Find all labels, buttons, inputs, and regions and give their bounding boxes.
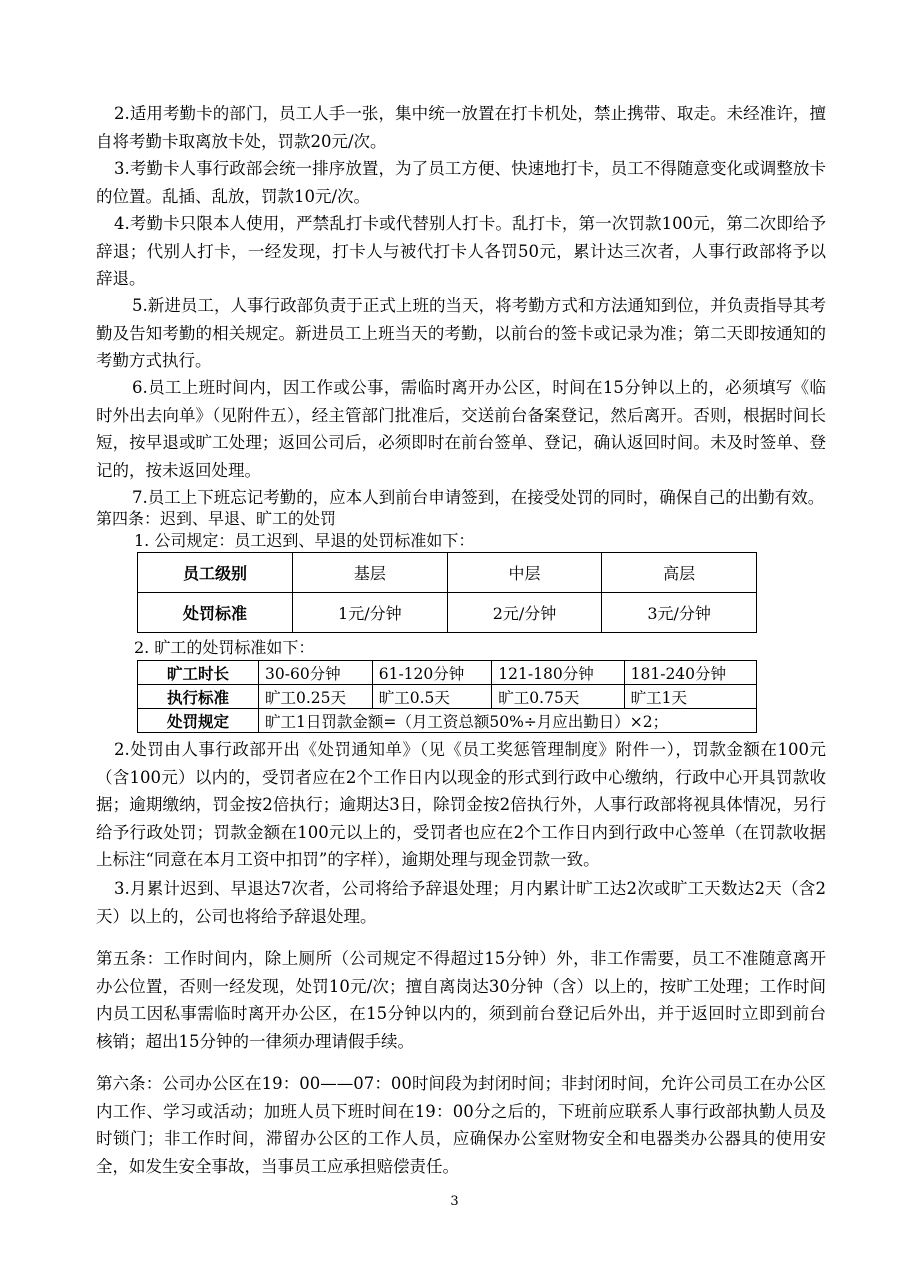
rule-2-penalty-process: 2.处罚由人事行政部开出《处罚通知单》（见《员工奖惩管理制度》附件一），罚款金额在100元（含100元）以内的，受罚者应在2个工作日内以现金的形式到行政中心缴纳，行政中心开具罚款收据；逾期缴纳，罚金按2倍执行；逾期达3日，除罚金按2倍执行外，人事行政部将视具体情况，另行给予行政处罚；罚款金额在100元以上的，受罚者也应在2个工作日内到行政中心签单（在罚款收据上标注“同意在本月工资中扣罚”的字样），逾期处理与现金罚款一致。: [96, 740, 826, 869]
table-cell: 1元/分钟: [293, 593, 448, 633]
lateness-penalty-table: [137, 552, 757, 633]
table-row: [138, 593, 757, 633]
page-number: 3: [450, 1194, 459, 1209]
rule-3-keycard-order: 3.考勤卡人事行政部会统一排序放置，为了员工方便、快速地打卡，员工不得随意变化或调整放卡的位置。乱插、乱放，罚款10元/次。: [96, 159, 826, 206]
table-cell: 2元/分钟: [447, 593, 602, 633]
table-row: [138, 709, 757, 733]
table-cell: 3元/分钟: [602, 593, 757, 633]
article-4-item-2: 2. 旷工的处罚标准如下：: [134, 638, 315, 657]
table-cell: 高层: [602, 553, 757, 593]
table-cell: 旷工0.75天: [492, 685, 624, 709]
table-cell: 旷工1日罚款金额=（月工资总额50%÷月应出勤日）×2；: [259, 709, 757, 733]
article-6: 第六条：公司办公区在19：00——07：00时间段为封闭时间；非封闭时间，允许公司员工在办公区内工作、学习或活动；加班人员下班时间在19：00分之后的，下班前应联系人事行政部执勤人员及时锁门；非工作时间，滞留办公区的工作人员，应确保办公室财物安全和电器类办公器具的使用安全，如发生安全事故，当事员工应承担赔偿责任。: [96, 1074, 826, 1176]
table-row: [138, 685, 757, 709]
rule-4-keycard-personal: 4.考勤卡只限本人使用，严禁乱打卡或代替别人打卡。乱打卡，第一次罚款100元，第二次即给予辞退；代别人打卡，一经发现，打卡人与被代打卡人各罚50元，累计达三次者，人事行政部将予以辞退。: [96, 214, 826, 288]
table-cell: 旷工0.25天: [259, 685, 373, 709]
article-4-item-1: 1. 公司规定：员工迟到、早退的处罚标准如下：: [134, 531, 475, 550]
table-row: [138, 661, 757, 685]
rule-6-temporary-leave: 6.员工上班时间内，因工作或公事，需临时离开办公区，时间在15分钟以上的，必须填写《临时外出去向单》（见附件五），经主管部门批准后，交送前台备案登记，然后离开。否则，根据时间长短，按早退或旷工处理；返回公司后，必须即时在前台签单、登记，确认返回时间。未及时签单、登记的，按未返回处理。: [96, 378, 826, 480]
rule-3-dismissal: 3.月累计迟到、早退达7次者，公司将给予辞退处理；月内累计旷工达2次或旷工天数达2天（含2天）以上的，公司也将给予辞退处理。: [96, 879, 826, 926]
table-cell: 基层: [293, 553, 448, 593]
article-4-title: 第四条：迟到、早退、旷工的处罚: [96, 509, 337, 528]
absenteeism-penalty-table: [137, 660, 757, 733]
table-cell: 旷工时长: [138, 661, 259, 685]
table-cell: 61-120分钟: [372, 661, 492, 685]
table-cell: 旷工0.5天: [372, 685, 492, 709]
table-cell: 执行标准: [138, 685, 259, 709]
table-row: [138, 553, 757, 593]
rule-7-forgot-attendance: 7.员工上下班忘记考勤的，应本人到前台申请签到，在接受处罚的同时，确保自己的出勤有效。: [132, 488, 825, 507]
table-cell: 员工级别: [138, 553, 293, 593]
table-cell: 121-180分钟: [492, 661, 624, 685]
table-cell: 中层: [447, 553, 602, 593]
table-cell: 181-240分钟: [624, 661, 756, 685]
article-5: 第五条：工作时间内，除上厕所（公司规定不得超过15分钟）外，非工作需要，员工不准随意离开办公位置，否则一经发现，处罚10元/次；擅自离岗达30分钟（含）以上的，按旷工处理；工作时间内员工因私事需临时离开办公区，在15分钟以内的，须到前台登记后外出，并于返回时立即到前台核销；超出15分钟的一律须办理请假手续。: [96, 949, 826, 1051]
rule-5-new-employee: 5.新进员工，人事行政部负责于正式上班的当天，将考勤方式和方法通知到位，并负责指导其考勤及告知考勤的相关规定。新进员工上班当天的考勤，以前台的签卡或记录为准；第二天即按通知的考勤方式执行。: [96, 296, 826, 370]
table-cell: 30-60分钟: [259, 661, 373, 685]
table-cell: 处罚规定: [138, 709, 259, 733]
rule-2-keycard-location: 2.适用考勤卡的部门，员工人手一张，集中统一放置在打卡机处，禁止携带、取走。未经准许，擅自将考勤卡取离放卡处，罚款20元/次。: [96, 104, 826, 151]
table-cell: 旷工1天: [624, 685, 756, 709]
table-cell: 处罚标准: [138, 593, 293, 633]
